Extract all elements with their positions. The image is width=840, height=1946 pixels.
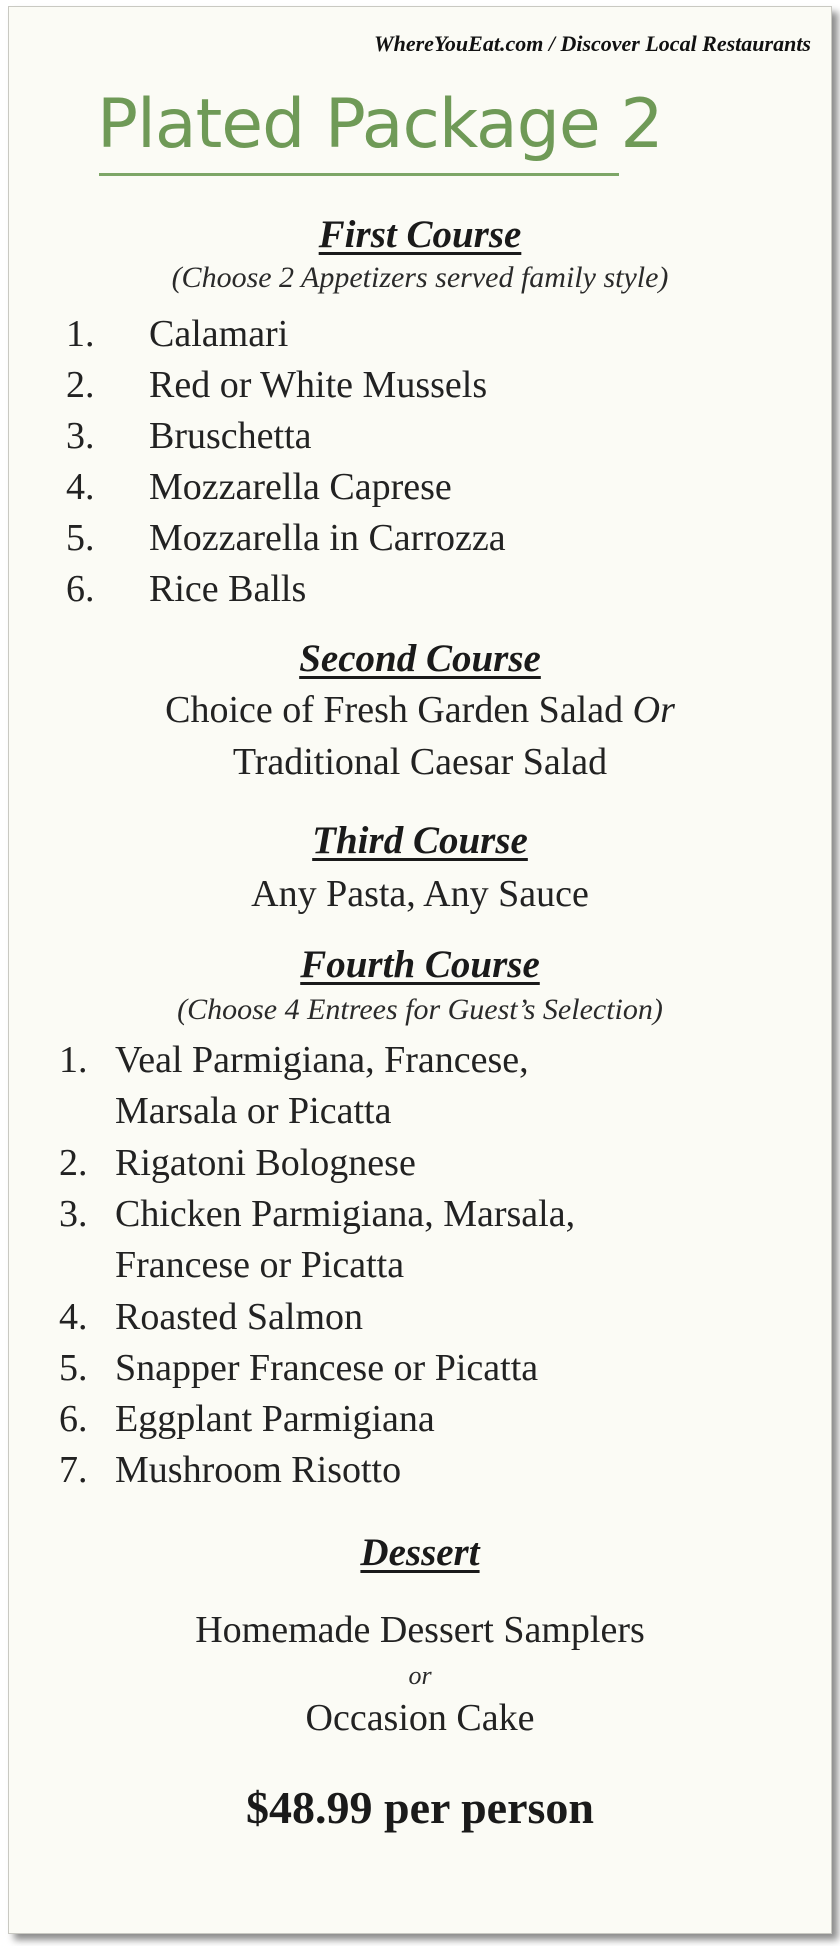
dessert-option-2: Occasion Cake: [305, 1697, 535, 1739]
item-number: 7.: [59, 1449, 88, 1491]
price-per-person: $48.99 per person: [246, 1782, 594, 1833]
first-course-note: (Choose 2 Appetizers served family style): [171, 261, 669, 294]
item-text: Snapper Francese or Picatta: [115, 1347, 539, 1389]
third-course-line: Any Pasta, Any Sauce: [251, 873, 589, 915]
item-text: Eggplant Parmigiana: [115, 1398, 435, 1440]
dessert-heading: Dessert: [360, 1531, 480, 1574]
item-number: 5.: [59, 1347, 88, 1389]
item-text: [115, 1195, 575, 1284]
item-line-2: Marsala or Picatta: [115, 1090, 392, 1132]
item-text: Mozzarella Caprese: [149, 466, 452, 508]
third-course-heading: Third Course: [312, 819, 528, 862]
item-number: 2.: [66, 364, 95, 406]
second-course-line-2: Traditional Caesar Salad: [232, 741, 608, 783]
item-number: 5.: [66, 517, 95, 559]
title-underline: [99, 173, 619, 176]
second-course-line-1: [9, 691, 831, 729]
dessert-or: or: [408, 1661, 432, 1690]
site-watermark: WhereYouEat.com / Discover Local Restaurants: [374, 31, 811, 56]
menu-page: [8, 6, 832, 1934]
dessert-option-1: Homemade Dessert Samplers: [195, 1609, 645, 1651]
item-text: Rice Balls: [149, 568, 307, 610]
item-text: Bruschetta: [149, 415, 312, 457]
item-number: 2.: [59, 1142, 88, 1184]
item-line-1: Chicken Parmigiana, Marsala,: [115, 1193, 576, 1235]
package-title: Plated Package 2: [97, 85, 663, 164]
item-number: 1.: [66, 313, 95, 355]
item-text: Mushroom Risotto: [115, 1449, 402, 1491]
item-line-2: Francese or Picatta: [115, 1244, 405, 1286]
item-line-1: Veal Parmigiana, Francese,: [115, 1039, 529, 1081]
item-number: 4.: [66, 466, 95, 508]
item-number: 1.: [59, 1039, 88, 1081]
fourth-course-note: (Choose 4 Entrees for Guest’s Selection): [177, 993, 663, 1026]
fourth-course-heading: Fourth Course: [300, 943, 540, 986]
item-number: 3.: [59, 1193, 88, 1235]
item-number: 6.: [59, 1398, 88, 1440]
item-number: 4.: [59, 1296, 88, 1338]
second-course-or: Or: [632, 689, 675, 731]
item-text: Mozzarella in Carrozza: [149, 517, 506, 559]
item-number: 3.: [66, 415, 95, 457]
item-text: Calamari: [149, 313, 289, 355]
second-course-choice: Choice of Fresh Garden Salad: [165, 689, 624, 731]
item-text: Roasted Salmon: [115, 1296, 364, 1338]
item-number: 6.: [66, 568, 95, 610]
item-text: Rigatoni Bolognese: [115, 1142, 416, 1184]
second-course-heading: Second Course: [299, 637, 541, 680]
item-text: Red or White Mussels: [149, 364, 488, 406]
first-course-heading: First Course: [318, 213, 522, 256]
item-text: [115, 1041, 529, 1130]
